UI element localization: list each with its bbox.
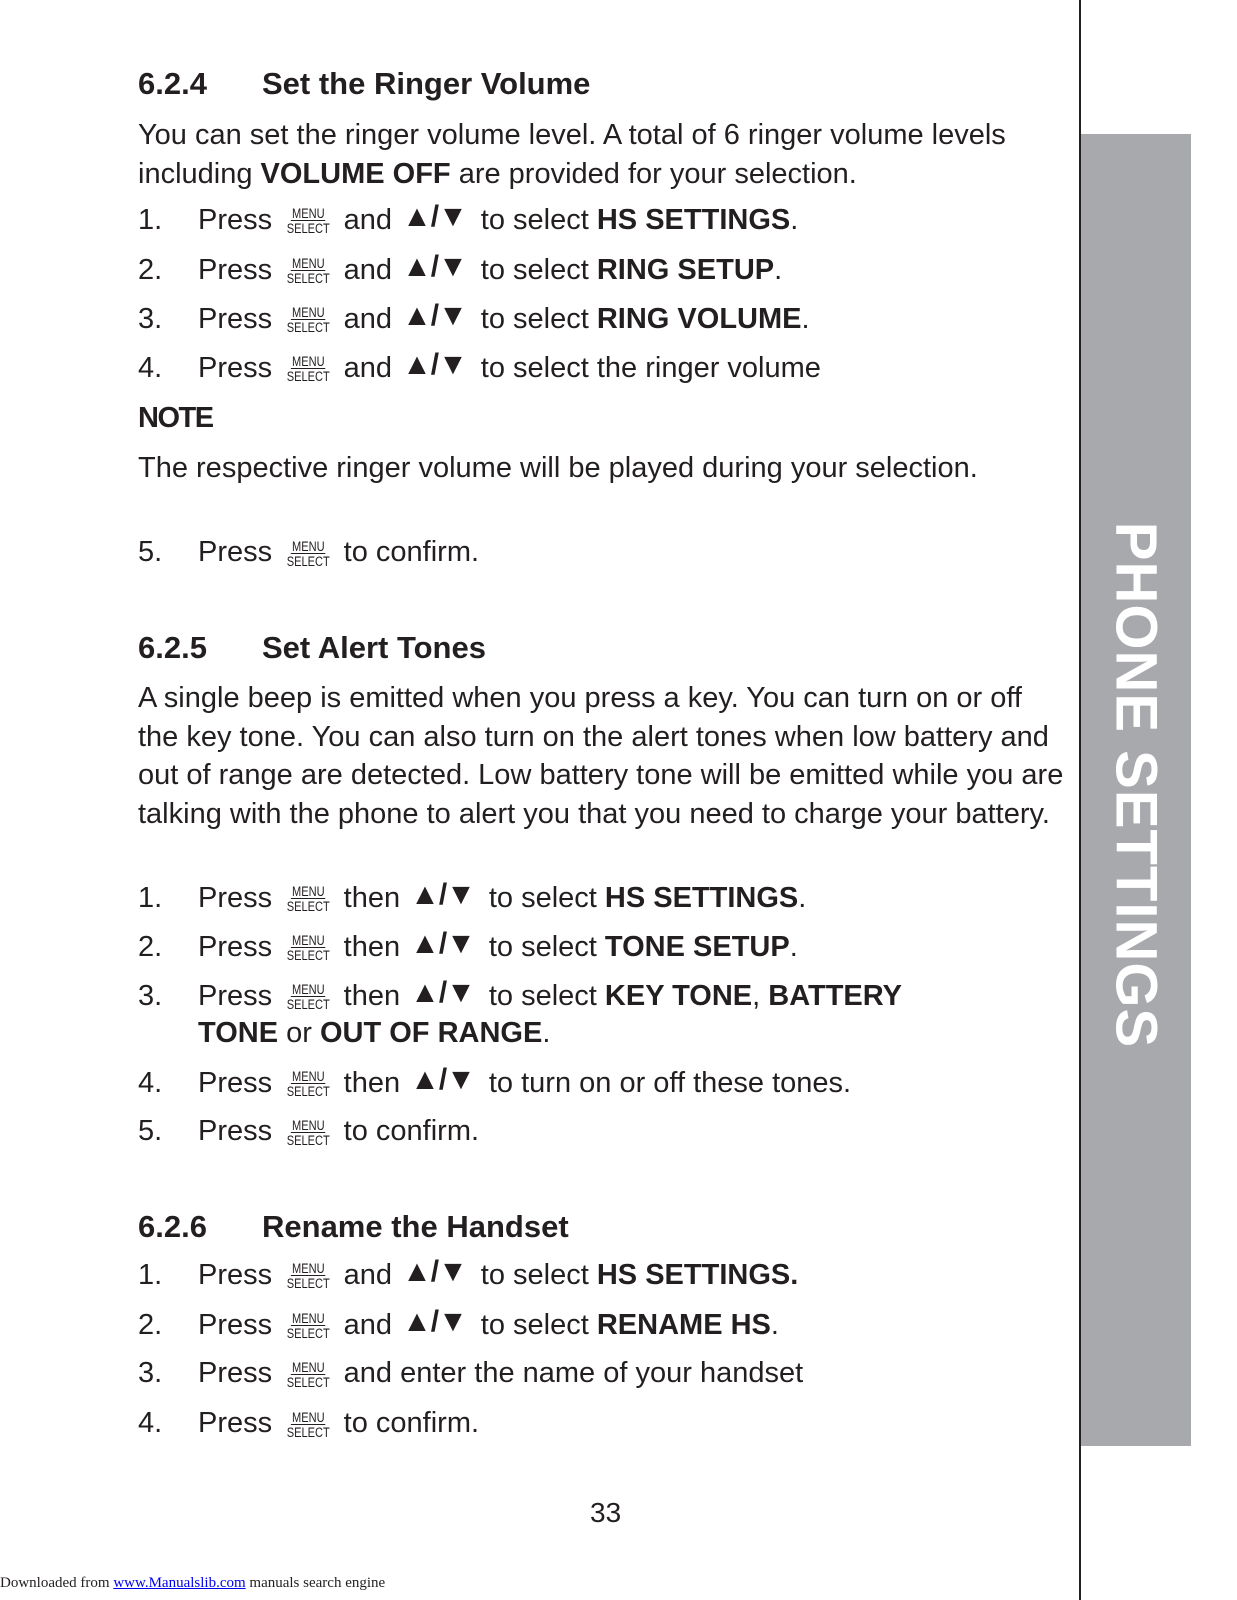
up-down-arrows-icon: ▲/▼ <box>402 250 467 283</box>
menu-select-key-icon: MENU SELECT <box>286 1069 330 1099</box>
menu-select-key-icon: MENU SELECT <box>286 256 330 286</box>
heading-6-2-6: 6.2.6 Rename the Handset <box>138 1209 569 1244</box>
step-6-2-5-2: 2. Press MENU SELECT then ▲/▼ to select TONE SETUP . <box>138 927 798 963</box>
step-6-2-6-3: 3. Press MENU SELECT and enter the name of your handset <box>138 1357 804 1390</box>
manualslib-link[interactable]: www.Manualslib.com <box>113 1575 246 1591</box>
step-6-2-6-4: 4. Press MENU SELECT to confirm. <box>138 1407 480 1440</box>
menu-select-key-icon: MENU SELECT <box>286 884 330 914</box>
step-6-2-5-1: 1. Press MENU SELECT then ▲/▼ to select HS SETTINGS . <box>138 878 807 914</box>
alert-tones-intro: A single beep is emitted when you press a key. You can turn on or off the key tone. You can also turn on the alert tones when low battery and out of range are detected. Low battery tone will be emitted while you are talking with the phone to alert you that you need to charge your battery. <box>138 682 1064 830</box>
page-number: 33 <box>590 1497 622 1528</box>
heading-6-2-4: 6.2.4 Set the Ringer Volume <box>138 66 591 101</box>
up-down-arrows-icon: ▲/▼ <box>410 1063 475 1096</box>
step-6-2-5-3-continued: TONE or OUT OF RANGE. <box>198 1017 551 1049</box>
menu-select-key-icon: MENU SELECT <box>286 1261 330 1291</box>
ringer-volume-intro: You can set the ringer volume level. A total of 6 ringer volume levels including VOLUME OFF are provided for your selection. <box>138 119 1006 190</box>
menu-select-key-icon: MENU SELECT <box>286 933 330 963</box>
step-6-2-4-3: 3. Press MENU SELECT and ▲/▼ to select RING VOLUME . <box>138 299 810 335</box>
side-tab-label: PHONE SETTINGS <box>1103 521 1169 1049</box>
menu-select-key-icon: MENU SELECT <box>286 982 330 1012</box>
step-6-2-4-1: 1. Press MENU SELECT and ▲/▼ to select HS SETTINGS . <box>138 200 799 236</box>
menu-select-key-icon: MENU SELECT <box>286 354 330 384</box>
menu-select-key-icon: MENU SELECT <box>286 206 330 236</box>
up-down-arrows-icon: ▲/▼ <box>410 927 475 960</box>
step-6-2-4-2: 2. Press MENU SELECT and ▲/▼ to select RING SETUP . <box>138 250 783 286</box>
step-6-2-5-5: 5. Press MENU SELECT to confirm. <box>138 1115 480 1148</box>
menu-select-key-icon: MENU SELECT <box>286 305 330 335</box>
up-down-arrows-icon: ▲/▼ <box>402 348 467 381</box>
up-down-arrows-icon: ▲/▼ <box>402 200 467 233</box>
step-6-2-4-5: 5. Press MENU SELECT to confirm. <box>138 536 480 569</box>
step-6-2-6-2: 2. Press MENU SELECT and ▲/▼ to select RENAME HS . <box>138 1305 779 1341</box>
menu-select-key-icon: MENU SELECT <box>286 1117 330 1148</box>
note-text: The respective ringer volume will be played during your selection. <box>138 452 978 484</box>
step-6-2-5-3: 3. Press MENU SELECT then ▲/▼ to select KEY TONE , BATTERY <box>138 976 902 1012</box>
up-down-arrows-icon: ▲/▼ <box>402 299 467 332</box>
step-6-2-6-1: 1. Press MENU SELECT and ▲/▼ to select HS SETTINGS. <box>138 1255 799 1291</box>
step-6-2-4-4: 4. Press MENU SELECT and ▲/▼ to select the ringer volume <box>138 348 821 384</box>
up-down-arrows-icon: ▲/▼ <box>410 976 475 1009</box>
step-6-2-5-4: 4. Press MENU SELECT then ▲/▼ to turn on or off these tones. <box>138 1063 852 1099</box>
up-down-arrows-icon: ▲/▼ <box>402 1305 467 1338</box>
menu-select-key-icon: MENU SELECT <box>286 538 330 569</box>
up-down-arrows-icon: ▲/▼ <box>402 1255 467 1288</box>
note-heading: NOTE <box>138 402 213 434</box>
up-down-arrows-icon: ▲/▼ <box>410 878 475 911</box>
menu-select-key-icon: MENU SELECT <box>286 1409 330 1440</box>
menu-select-key-icon: MENU SELECT <box>286 1311 330 1341</box>
menu-select-key-icon: MENU SELECT <box>286 1359 330 1390</box>
heading-6-2-5: 6.2.5 Set Alert Tones <box>138 630 486 665</box>
download-footer: Downloaded from www.Manualslib.com manuals search engine <box>0 1575 386 1591</box>
